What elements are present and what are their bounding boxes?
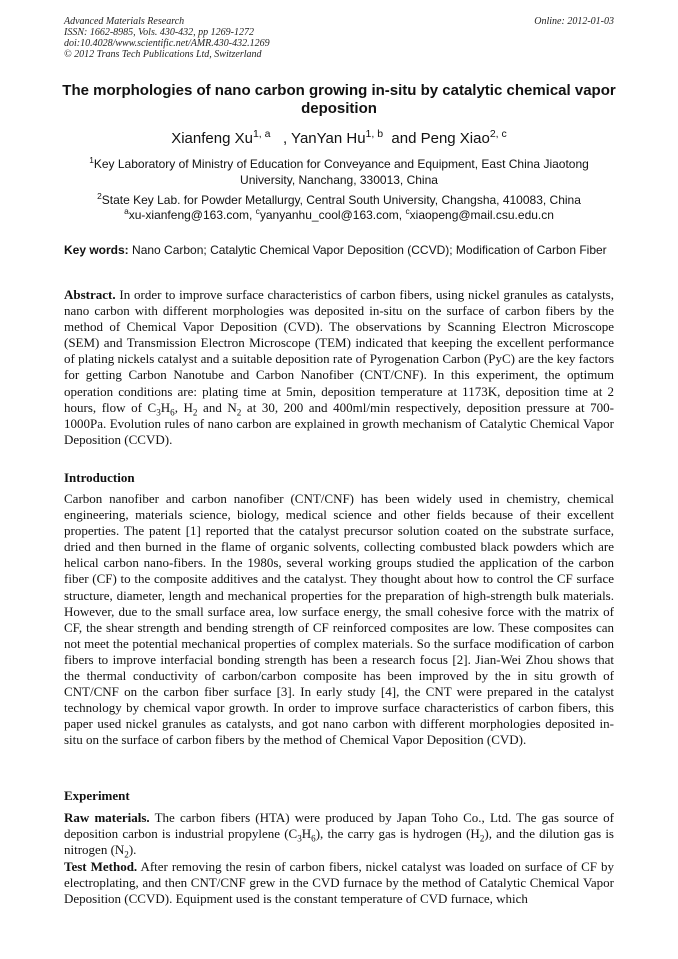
email-mark: a [124, 206, 129, 216]
email-mark: c [255, 206, 260, 216]
email-link[interactable]: yanyanhu_cool@163.com, [259, 208, 406, 222]
test-method-label: Test Method. [64, 859, 138, 874]
author-separator: and [383, 130, 421, 147]
subscript: 3 [156, 407, 161, 418]
author-affil-mark: 2, c [489, 128, 507, 140]
online-date: Online: 2012-01-03 [534, 16, 614, 27]
issn-line: ISSN: 1662-8985, Vols. 430-432, pp 1269-1272 [64, 27, 254, 38]
keywords-text: Nano Carbon; Catalytic Chemical Vapor Deposition (CCVD); Modification of Carbon Fiber [128, 243, 607, 257]
author-separator: , [270, 130, 292, 147]
affiliation-mark: 1 [89, 155, 94, 165]
subscript: 6 [311, 833, 316, 844]
raw-materials-label: Raw materials. [64, 810, 150, 825]
raw-materials-text: The carbon fibers (HTA) were produced by Japan Toho Co., Ltd. The gas source of deposition carbon is industrial propylene (C [64, 810, 615, 842]
email-mark: c [405, 206, 410, 216]
author-name: Peng Xiao [420, 130, 490, 147]
raw-materials-paragraph [64, 810, 614, 858]
keywords [64, 242, 614, 258]
raw-materials-text: ), and the dilution gas is nitrogen (N [64, 826, 614, 858]
subscript: 2 [236, 407, 242, 418]
email-link[interactable]: xu-xianfeng@163.com, [128, 208, 256, 222]
affiliation-2 [70, 192, 608, 208]
journal-name: Advanced Materials Research [64, 16, 185, 27]
raw-materials-text: ). [128, 842, 137, 858]
email-link[interactable]: xiaopeng@mail.csu.edu.cn [409, 208, 554, 222]
paper-title: The morphologies of nano carbon growing in-situ by catalytic chemical vapor deposition [62, 82, 616, 117]
email-list [70, 207, 608, 223]
raw-materials-text: ), the carry gas is hydrogen (H [315, 826, 480, 842]
keywords-label: Key words: [64, 243, 129, 257]
introduction-text: Carbon nanofiber and carbon nanofiber (CNT/CNF) has been widely used in chemistry, chemical engineering, materials science, biology, medical science and other fields because of their excellent properties. The patent [1] reported that the catalyst precursor solution coated on the substrate surface, dried and then burned in the flame of organic solvents, collecting combusted black powders which are helical carbon nano-fibers. In the 1980s, several working groups studied the application of the carbon fiber (CF) to the composite additives and the catalyst. They thought about how to control the CF surface structure, diameter, length and mechanical properties for the preparation of high-strength bulk materials. However, due to the small surface area, low surface energy, the small cohesive force with the matrix of CF, the shear strength and bending strength of CF reinforced composites are low. These composites can not meet the potential mechanical properties of complex materials. So the surface modification of carbon fibers to improve interfacial bonding strength has been a research focus [2]. Jian-Wei Zhou shows that the thermal conductivity of carbon/carbon composite has been improved by the in situ growth of CNT/CNF on the carbon fiber surface [3]. In early study [4], the CNT were prepared in the catalyst technology by chemical vapor growth. In order to improve surface characteristics of carbon fibers, this paper used nickel granules as catalysts, and got nano carbon with different morphologies deposited in-situ on the surface of carbon fibers by the method of Chemical Vapor Deposition (CVD). [64, 491, 614, 748]
test-method-paragraph [64, 859, 614, 907]
affiliation-text: Key Laboratory of Ministry of Education for Conveyance and Equipment, East China Jiaotong University, Nanchang, 330013, China [93, 157, 589, 187]
subscript: 2 [124, 849, 129, 860]
subscript: 3 [297, 833, 302, 844]
test-method-text: After removing the resin of carbon fibers, nickel catalyst was loaded on surface of CF by electroplating, and then CNT/CNF grew in the CVD furnace by the method of Catalytic Chemical Vapor Deposition (CCVD). Equipment used is the constant temperature of CVD furnace, which [64, 859, 615, 907]
abstract-text: at 30, 200 and 400ml/min respectively, deposition pressure at 700-1000Pa. Evolution rules of nano carbon are explained in growth mechanism of Catalytic Chemical Vapor Deposition (CCVD). [64, 399, 614, 447]
doi-line: doi:10.4028/www.scientific.net/AMR.430-432.1269 [64, 38, 270, 49]
introduction-heading: Introduction [64, 470, 135, 485]
abstract-text: , H [174, 399, 193, 415]
raw-materials-text: H [301, 826, 312, 842]
author-affil-mark: 1, b [365, 128, 384, 140]
subscript: 6 [170, 407, 175, 418]
abstract-text: H [160, 399, 171, 415]
abstract-text: In order to improve surface characteristics of carbon fibers, using nickel granules as catalysts, nano carbon with different morphologies was deposited in-situ on the surface of carbon fibers by the method of Chemical Vapor Deposition (CVD). The observations by Scanning Electron Microscope (SEM) and Transmission Electron Microscope (TEM) indicated that keeping the excellent performance of plating nickels catalyst and a suitable deposition rate of Pyrogenation Carbon (PyC) are the key factors for getting Carbon Nanotube and Carbon Nanofiber (CNT/CNF). In this experiment, the optimum operation conditions are: plating time at 5min, deposition temperature at 1173K, deposition time at 2 hours, flow of C [64, 287, 614, 415]
journal-header [64, 16, 270, 60]
subscript: 2 [479, 833, 485, 844]
copyright-line: © 2012 Trans Tech Publications Ltd, Switzerland [64, 49, 262, 60]
affiliation-mark: 2 [97, 191, 102, 201]
author-affil-mark: 1, a [252, 128, 271, 140]
experiment-heading: Experiment [64, 788, 130, 803]
affiliation-1 [70, 156, 608, 188]
abstract-label: Abstract. [64, 287, 116, 302]
author-name: YanYan Hu [291, 130, 366, 147]
abstract-text: and N [197, 399, 237, 415]
author-name: Xianfeng Xu [171, 130, 253, 147]
subscript: 2 [192, 407, 198, 418]
author-list [60, 130, 618, 148]
affiliation-text: State Key Lab. for Powder Metallurgy, Central South University, Changsha, 410083, China [101, 193, 581, 207]
abstract [64, 287, 614, 448]
